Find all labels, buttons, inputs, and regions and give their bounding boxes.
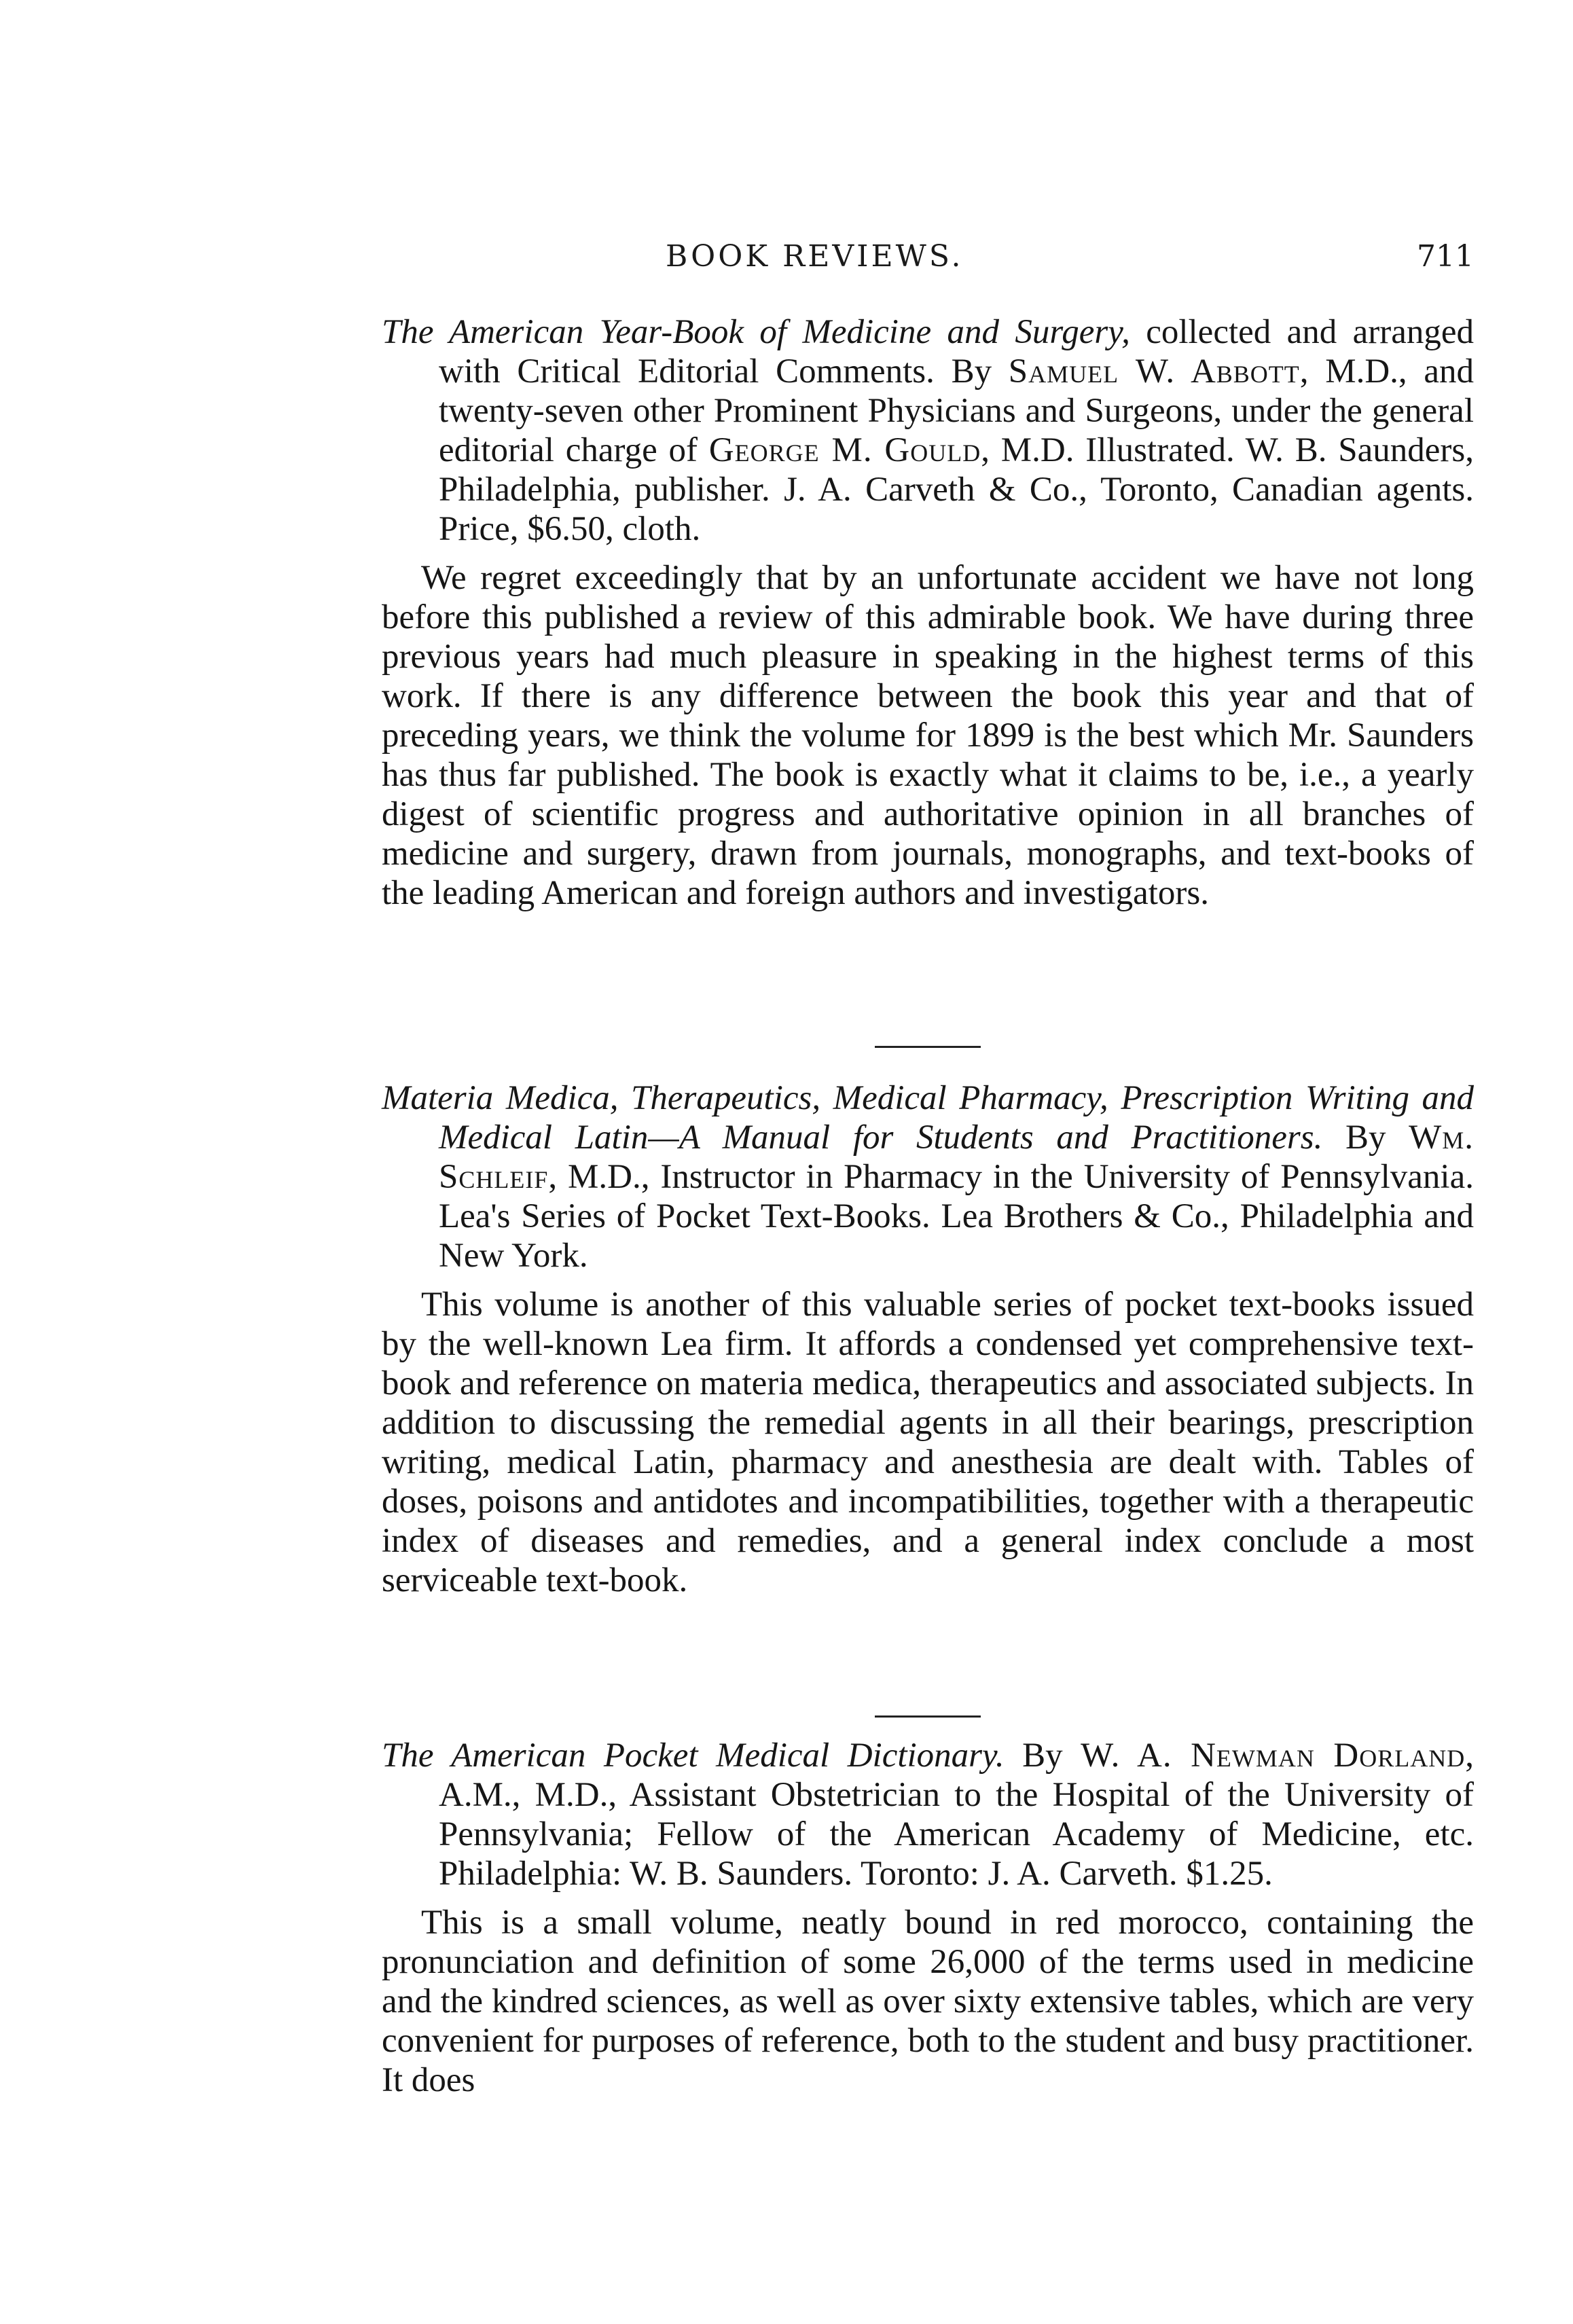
review-heading bbox=[382, 1736, 1474, 1893]
heading-text: By bbox=[1004, 1737, 1081, 1775]
section-divider bbox=[875, 1046, 981, 1048]
review-pocket-dictionary bbox=[382, 1736, 1474, 2100]
book-title: Materia Medica, Therapeutics, Medical Pharmacy, Prescription Writing and Medical Latin—A Manual for Students and Practitioners. bbox=[382, 1079, 1474, 1157]
author-name: Samuel W. Abbott bbox=[1008, 352, 1300, 391]
author-name: W. A. Newman Dorland bbox=[1081, 1737, 1466, 1775]
heading-text: By bbox=[1322, 1119, 1409, 1157]
review-materia-medica bbox=[382, 1078, 1474, 1600]
review-american-year-book bbox=[382, 312, 1474, 913]
page-number: 711 bbox=[1417, 239, 1474, 274]
heading-text: , M.D. Illustrated. W. B. Saunders, Philadelphia, publisher. J. A. Carveth & Co., Toronto, Canadian agents. Price, $6.50, cloth. bbox=[439, 431, 1475, 548]
heading-text: , A.M., M.D., Assistant Obstetrician to the Hospital of the University of Pennsylvania; Fellow of the American Academy of Medicine, etc. Philadelphia: W. B. Saunders. Toronto: J. A. Carveth. $1.25. bbox=[439, 1737, 1474, 1893]
author-name: Wm. Schleif bbox=[439, 1119, 1474, 1196]
heading-text: , M.D., and twenty-seven other Prominent Physicians and Surgeons, under the general editorial charge of bbox=[439, 352, 1474, 469]
review-heading bbox=[382, 1078, 1474, 1275]
running-head bbox=[380, 239, 1474, 293]
review-body: This is a small volume, neatly bound in red morocco, containing the pronunciation and definition of some 26,000 of the terms used in medicine and the kindred sciences, as well as over sixty extensive tables, which are very convenient for purposes of reference, both to the student and busy practitioner. It does bbox=[382, 1904, 1474, 2099]
book-title: The American Year-Book of Medicine and Surgery, bbox=[382, 313, 1130, 351]
editor-name: George M. Gould bbox=[708, 431, 981, 469]
review-body: This volume is another of this valuable series of pocket text-books issued by the well-known Lea firm. It affords a condensed yet comprehensive text-book and reference on materia medica, therapeutics and associated subjects. In addition to discussing the remedial agents in all their bearings, prescription writing, medical Latin, pharmacy and anesthesia are dealt with. Tables of doses, poisons and antidotes and incompatibilities, together with a therapeutic index of diseases and remedies, and a general index conclude a most serviceable text-book. bbox=[382, 1286, 1474, 1599]
heading-text: , M.D., Instructor in Pharmacy in the University of Pennsylvania. Lea's Series of Pocket Text-Books. Lea Brothers & Co., Philadelphia and New York. bbox=[439, 1158, 1474, 1275]
running-title: BOOK REVIEWS. bbox=[666, 239, 964, 274]
review-heading bbox=[382, 312, 1474, 549]
section-divider bbox=[875, 1715, 981, 1718]
review-body: We regret exceedingly that by an unfortunate accident we have not long before this published a review of this admirable book. We have during three previous years had much pleasure in speaking in the highest terms of this work. If there is any difference between the book this year and that of preceding years, we think the volume for 1899 is the best which Mr. Saunders has thus far published. The book is exactly what it claims to be, i.e., a yearly digest of scientific progress and authoritative opinion in all branches of medicine and surgery, drawn from journals, monographs, and text-books of the leading American and foreign authors and investigators. bbox=[382, 559, 1474, 912]
book-title: The American Pocket Medical Dictionary. bbox=[382, 1737, 1005, 1775]
heading-text: collected and arranged with Critical Editorial Comments. By bbox=[439, 313, 1474, 391]
